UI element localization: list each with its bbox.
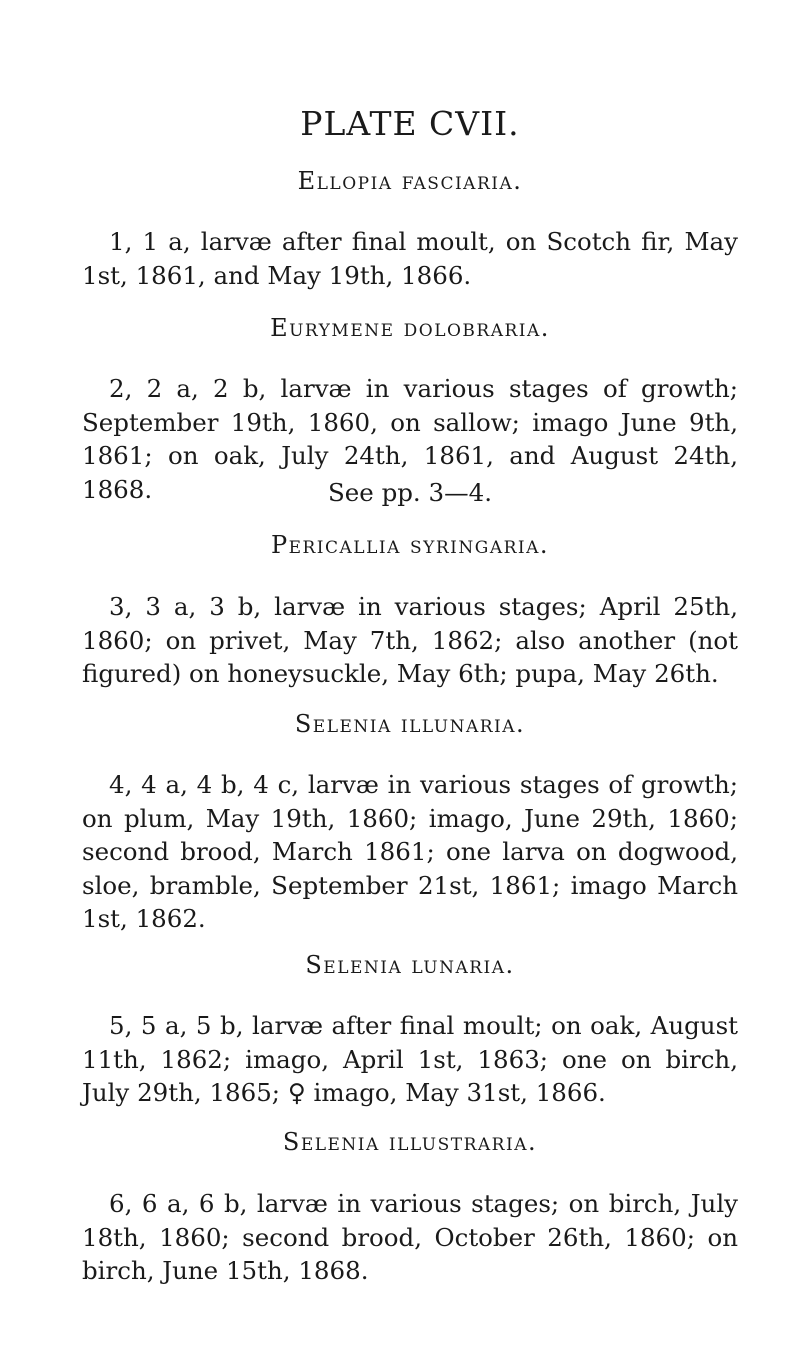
entry-text-5: 5, 5 a, 5 b, larvæ after final moult; on oak, August 11th, 1862; imago, April 1st, 1863; one on birch, July 29th, 1865; ♀ imago, May 31st, 1866. — [82, 1011, 738, 1107]
species-heading-eurymene-dolobraria: Eurymene dolobraria. — [270, 314, 550, 342]
plate-title: PLATE CVII. — [300, 104, 520, 143]
species-heading-ellopia-fasciaria: Ellopia fasciaria. — [297, 167, 523, 195]
entry-text-1: 1, 1 a, larvæ after final moult, on Scotch fir, May 1st, 1861, and May 19th, 1866. — [82, 227, 738, 290]
species-heading-selenia-illustraria: Selenia illustraria. — [282, 1128, 538, 1156]
species-heading-pericallia-syringaria: Pericallia syringaria. — [270, 531, 550, 559]
entry-text-2: 2, 2 a, 2 b, larvæ in various stages of growth; September 19th, 1860, on sallow; imago June 9th, 1861; on oak, July 24th, 1861, and August 24th, 1868. — [82, 374, 738, 504]
species-heading-selenia-illunaria: Selenia illunaria. — [294, 710, 526, 738]
entry-text-4: 4, 4 a, 4 b, 4 c, larvæ in various stages of growth; on plum, May 19th, 1860; imago, June 29th, 1860; second brood, March 1861; one larva on dogwood, sloe, bramble, September 21st, 1861; imago March 1st, 1862. — [82, 770, 738, 933]
page-reference: See pp. 3—4. — [328, 478, 492, 507]
entry-text-6: 6, 6 a, 6 b, larvæ in various stages; on birch, July 18th, 1860; second brood, October 26th, 1860; on birch, June 15th, 1868. — [82, 1189, 738, 1285]
species-heading-selenia-lunaria: Selenia lunaria. — [305, 951, 515, 979]
entry-text-3: 3, 3 a, 3 b, larvæ in various stages; April 25th, 1860; on privet, May 7th, 1862; also another (not figured) on honeysuckle, May 6th; pupa, May 26th. — [82, 592, 738, 688]
